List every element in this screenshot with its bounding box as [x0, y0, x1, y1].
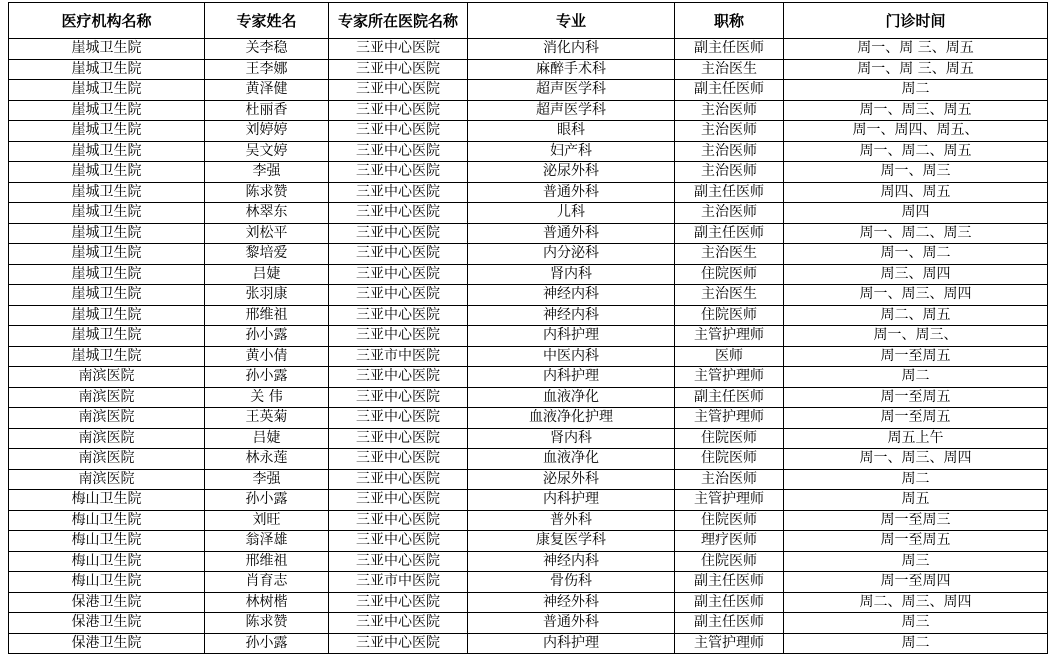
cell-expert-hospital[interactable]: 三亚中心医院 — [329, 100, 468, 121]
table-row — [9, 592, 1048, 613]
cell-title[interactable]: 副主任医师 — [675, 613, 784, 634]
cell-expert-name[interactable]: 李强 — [205, 162, 329, 183]
cell-title[interactable]: 主治医师 — [675, 162, 784, 183]
table-row — [9, 469, 1048, 490]
cell-expert-name[interactable]: 肖育志 — [205, 572, 329, 593]
cell-institution[interactable]: 梅山卫生院 — [9, 572, 205, 593]
cell-expert-hospital[interactable]: 三亚中心医院 — [329, 182, 468, 203]
cell-specialty[interactable]: 消化内科 — [468, 39, 675, 60]
cell-clinic-time[interactable]: 周二 — [784, 469, 1048, 490]
cell-expert-name[interactable]: 林树楷 — [205, 592, 329, 613]
cell-clinic-time[interactable]: 周一至周五 — [784, 408, 1048, 429]
cell-specialty[interactable]: 血液净化 — [468, 387, 675, 408]
cell-specialty[interactable]: 康复医学科 — [468, 531, 675, 552]
cell-specialty[interactable]: 泌尿外科 — [468, 469, 675, 490]
cell-title[interactable]: 主管护理师 — [675, 367, 784, 388]
cell-specialty[interactable]: 超声医学科 — [468, 80, 675, 101]
table-row — [9, 510, 1048, 531]
cell-specialty[interactable]: 内科护理 — [468, 326, 675, 347]
cell-title[interactable]: 主管护理师 — [675, 490, 784, 511]
cell-expert-name[interactable]: 翁泽雄 — [205, 531, 329, 552]
cell-expert-name[interactable]: 王李娜 — [205, 59, 329, 80]
cell-expert-name[interactable]: 吕婕 — [205, 428, 329, 449]
header-title[interactable]: 职称 — [675, 3, 784, 39]
cell-institution[interactable]: 崖城卫生院 — [9, 121, 205, 142]
header-institution[interactable]: 医疗机构名称 — [9, 3, 205, 39]
cell-institution[interactable]: 梅山卫生院 — [9, 551, 205, 572]
cell-expert-name[interactable]: 陈求赞 — [205, 182, 329, 203]
cell-clinic-time[interactable]: 周二 — [784, 80, 1048, 101]
cell-institution[interactable]: 崖城卫生院 — [9, 346, 205, 367]
cell-clinic-time[interactable]: 周一、周 三、周五 — [784, 39, 1048, 60]
cell-expert-hospital[interactable]: 三亚中心医院 — [329, 633, 468, 654]
cell-clinic-time[interactable]: 周四 — [784, 203, 1048, 224]
cell-expert-name[interactable]: 孙小露 — [205, 490, 329, 511]
cell-title[interactable]: 主治医师 — [675, 203, 784, 224]
cell-title[interactable]: 理疗医师 — [675, 531, 784, 552]
header-clinic-time[interactable]: 门诊时间 — [784, 3, 1048, 39]
cell-institution[interactable]: 崖城卫生院 — [9, 244, 205, 265]
cell-institution[interactable]: 南滨医院 — [9, 449, 205, 470]
cell-institution[interactable]: 崖城卫生院 — [9, 305, 205, 326]
cell-expert-hospital[interactable]: 三亚中心医院 — [329, 285, 468, 306]
cell-expert-hospital[interactable]: 三亚中心医院 — [329, 162, 468, 183]
cell-expert-hospital[interactable]: 三亚中心医院 — [329, 408, 468, 429]
cell-expert-hospital[interactable]: 三亚中心医院 — [329, 449, 468, 470]
clinic-schedule-table — [8, 2, 1048, 654]
cell-expert-hospital[interactable]: 三亚市中医院 — [329, 572, 468, 593]
cell-specialty[interactable]: 妇产科 — [468, 141, 675, 162]
cell-title[interactable]: 副主任医师 — [675, 182, 784, 203]
cell-specialty[interactable]: 眼科 — [468, 121, 675, 142]
table-row — [9, 346, 1048, 367]
cell-expert-hospital[interactable]: 三亚中心医院 — [329, 387, 468, 408]
cell-clinic-time[interactable]: 周一、周四、周五、 — [784, 121, 1048, 142]
cell-title[interactable]: 住院医师 — [675, 264, 784, 285]
cell-clinic-time[interactable]: 周一至周五 — [784, 346, 1048, 367]
cell-expert-name[interactable]: 关 伟 — [205, 387, 329, 408]
cell-institution[interactable]: 梅山卫生院 — [9, 510, 205, 531]
table-row — [9, 449, 1048, 470]
table-row — [9, 182, 1048, 203]
cell-clinic-time[interactable]: 周五上午 — [784, 428, 1048, 449]
cell-title[interactable]: 副主任医师 — [675, 223, 784, 244]
cell-title[interactable]: 主治医生 — [675, 244, 784, 265]
table-row — [9, 428, 1048, 449]
cell-institution[interactable]: 崖城卫生院 — [9, 39, 205, 60]
cell-expert-hospital[interactable]: 三亚中心医院 — [329, 490, 468, 511]
cell-specialty[interactable]: 中医内科 — [468, 346, 675, 367]
table-row — [9, 613, 1048, 634]
table-row — [9, 59, 1048, 80]
cell-clinic-time[interactable]: 周一至周五 — [784, 387, 1048, 408]
table-row — [9, 80, 1048, 101]
cell-expert-name[interactable]: 刘旺 — [205, 510, 329, 531]
cell-clinic-time[interactable]: 周五 — [784, 490, 1048, 511]
cell-title[interactable]: 副主任医师 — [675, 572, 784, 593]
cell-clinic-time[interactable]: 周三 — [784, 551, 1048, 572]
cell-specialty[interactable]: 儿科 — [468, 203, 675, 224]
cell-institution[interactable]: 梅山卫生院 — [9, 490, 205, 511]
cell-expert-hospital[interactable]: 三亚中心医院 — [329, 305, 468, 326]
cell-title[interactable]: 住院医师 — [675, 449, 784, 470]
cell-institution[interactable]: 保港卫生院 — [9, 613, 205, 634]
cell-clinic-time[interactable]: 周二 — [784, 633, 1048, 654]
cell-expert-hospital[interactable]: 三亚中心医院 — [329, 39, 468, 60]
cell-expert-hospital[interactable]: 三亚中心医院 — [329, 264, 468, 285]
cell-clinic-time[interactable]: 周一至周四 — [784, 572, 1048, 593]
cell-specialty[interactable]: 普通外科 — [468, 613, 675, 634]
cell-expert-hospital[interactable]: 三亚中心医院 — [329, 469, 468, 490]
header-row — [9, 3, 1048, 39]
cell-expert-hospital[interactable]: 三亚中心医院 — [329, 244, 468, 265]
cell-institution[interactable]: 保港卫生院 — [9, 592, 205, 613]
cell-title[interactable]: 主治医师 — [675, 141, 784, 162]
cell-institution[interactable]: 崖城卫生院 — [9, 203, 205, 224]
cell-title[interactable]: 副主任医师 — [675, 387, 784, 408]
cell-institution[interactable]: 南滨医院 — [9, 469, 205, 490]
cell-title[interactable]: 主治医生 — [675, 59, 784, 80]
table-row — [9, 305, 1048, 326]
cell-specialty[interactable]: 神经外科 — [468, 592, 675, 613]
cell-expert-name[interactable]: 刘松平 — [205, 223, 329, 244]
cell-title[interactable]: 主治医师 — [675, 100, 784, 121]
cell-institution[interactable]: 崖城卫生院 — [9, 59, 205, 80]
cell-expert-name[interactable]: 黄小倩 — [205, 346, 329, 367]
cell-expert-name[interactable]: 刘婷婷 — [205, 121, 329, 142]
cell-specialty[interactable]: 普通外科 — [468, 182, 675, 203]
cell-title[interactable]: 副主任医师 — [675, 80, 784, 101]
cell-title[interactable]: 主治医师 — [675, 121, 784, 142]
cell-title[interactable]: 主管护理师 — [675, 633, 784, 654]
cell-clinic-time[interactable]: 周四、周五 — [784, 182, 1048, 203]
cell-expert-name[interactable]: 林翠东 — [205, 203, 329, 224]
table-body — [9, 39, 1048, 654]
cell-title[interactable]: 副主任医师 — [675, 39, 784, 60]
cell-clinic-time[interactable]: 周三、周四 — [784, 264, 1048, 285]
cell-title[interactable]: 住院医师 — [675, 428, 784, 449]
cell-expert-name[interactable]: 黄泽健 — [205, 80, 329, 101]
cell-clinic-time[interactable]: 周一、周三、周五 — [784, 100, 1048, 121]
cell-institution[interactable]: 南滨医院 — [9, 367, 205, 388]
cell-expert-name[interactable]: 王英菊 — [205, 408, 329, 429]
cell-institution[interactable]: 崖城卫生院 — [9, 264, 205, 285]
table-row — [9, 141, 1048, 162]
cell-title[interactable]: 住院医师 — [675, 510, 784, 531]
table-row — [9, 387, 1048, 408]
cell-expert-hospital[interactable]: 三亚中心医院 — [329, 80, 468, 101]
cell-expert-hospital[interactable]: 三亚市中医院 — [329, 346, 468, 367]
cell-clinic-time[interactable]: 周一、周三、周四 — [784, 449, 1048, 470]
cell-clinic-time[interactable]: 周一、周三、 — [784, 326, 1048, 347]
cell-specialty[interactable]: 普通外科 — [468, 223, 675, 244]
cell-expert-hospital[interactable]: 三亚中心医院 — [329, 551, 468, 572]
cell-specialty[interactable]: 骨伤科 — [468, 572, 675, 593]
cell-expert-name[interactable]: 孙小露 — [205, 633, 329, 654]
cell-specialty[interactable]: 泌尿外科 — [468, 162, 675, 183]
cell-specialty[interactable]: 普外科 — [468, 510, 675, 531]
cell-specialty[interactable]: 内科护理 — [468, 633, 675, 654]
cell-expert-name[interactable]: 李强 — [205, 469, 329, 490]
cell-title[interactable]: 主治医生 — [675, 285, 784, 306]
cell-expert-hospital[interactable]: 三亚中心医院 — [329, 223, 468, 244]
cell-expert-hospital[interactable]: 三亚中心医院 — [329, 510, 468, 531]
cell-title[interactable]: 主管护理师 — [675, 326, 784, 347]
cell-expert-hospital[interactable]: 三亚中心医院 — [329, 367, 468, 388]
cell-expert-name[interactable]: 关李稳 — [205, 39, 329, 60]
cell-expert-name[interactable]: 吴文婷 — [205, 141, 329, 162]
table-row — [9, 572, 1048, 593]
cell-institution[interactable]: 南滨医院 — [9, 387, 205, 408]
cell-clinic-time[interactable]: 周二、周三、周四 — [784, 592, 1048, 613]
cell-institution[interactable]: 南滨医院 — [9, 428, 205, 449]
cell-clinic-time[interactable]: 周一、周二、周三 — [784, 223, 1048, 244]
table-row — [9, 531, 1048, 552]
table-row — [9, 223, 1048, 244]
cell-clinic-time[interactable]: 周一至周五 — [784, 531, 1048, 552]
cell-expert-name[interactable]: 黎培爱 — [205, 244, 329, 265]
cell-title[interactable]: 住院医师 — [675, 551, 784, 572]
cell-institution[interactable]: 崖城卫生院 — [9, 285, 205, 306]
cell-title[interactable]: 医师 — [675, 346, 784, 367]
cell-title[interactable]: 副主任医师 — [675, 592, 784, 613]
cell-expert-name[interactable]: 邢维祖 — [205, 305, 329, 326]
table-row — [9, 633, 1048, 654]
cell-institution[interactable]: 崖城卫生院 — [9, 162, 205, 183]
cell-clinic-time[interactable]: 周二、周五 — [784, 305, 1048, 326]
cell-specialty[interactable]: 血液净化 — [468, 449, 675, 470]
cell-expert-hospital[interactable]: 三亚中心医院 — [329, 613, 468, 634]
cell-clinic-time[interactable]: 周三 — [784, 613, 1048, 634]
cell-expert-name[interactable]: 林永莲 — [205, 449, 329, 470]
table-row — [9, 408, 1048, 429]
cell-expert-name[interactable]: 陈求赞 — [205, 613, 329, 634]
cell-institution[interactable]: 保港卫生院 — [9, 633, 205, 654]
cell-specialty[interactable]: 血液净化护理 — [468, 408, 675, 429]
cell-expert-name[interactable]: 孙小露 — [205, 367, 329, 388]
table-row — [9, 490, 1048, 511]
table-row — [9, 367, 1048, 388]
cell-expert-hospital[interactable]: 三亚中心医院 — [329, 141, 468, 162]
table-row — [9, 244, 1048, 265]
cell-clinic-time[interactable]: 周一、周 三、周五 — [784, 59, 1048, 80]
cell-expert-hospital[interactable]: 三亚中心医院 — [329, 59, 468, 80]
cell-title[interactable]: 主管护理师 — [675, 408, 784, 429]
cell-title[interactable]: 主治医师 — [675, 469, 784, 490]
table-row — [9, 39, 1048, 60]
table-row — [9, 551, 1048, 572]
table-row — [9, 326, 1048, 347]
header-specialty[interactable]: 专业 — [468, 3, 675, 39]
cell-specialty[interactable]: 神经内科 — [468, 551, 675, 572]
cell-institution[interactable]: 崖城卫生院 — [9, 223, 205, 244]
cell-expert-hospital[interactable]: 三亚中心医院 — [329, 428, 468, 449]
cell-expert-hospital[interactable]: 三亚中心医院 — [329, 121, 468, 142]
cell-specialty[interactable]: 超声医学科 — [468, 100, 675, 121]
cell-specialty[interactable]: 肾内科 — [468, 428, 675, 449]
cell-institution[interactable]: 南滨医院 — [9, 408, 205, 429]
cell-title[interactable]: 住院医师 — [675, 305, 784, 326]
cell-clinic-time[interactable]: 周一、周三 — [784, 162, 1048, 183]
header-expert-name[interactable]: 专家姓名 — [205, 3, 329, 39]
table-row — [9, 203, 1048, 224]
cell-clinic-time[interactable]: 周二 — [784, 367, 1048, 388]
cell-specialty[interactable]: 麻醉手术科 — [468, 59, 675, 80]
cell-clinic-time[interactable]: 周一、周三、周四 — [784, 285, 1048, 306]
cell-specialty[interactable]: 内分泌科 — [468, 244, 675, 265]
cell-expert-hospital[interactable]: 三亚中心医院 — [329, 203, 468, 224]
cell-clinic-time[interactable]: 周一至周三 — [784, 510, 1048, 531]
cell-expert-name[interactable]: 孙小露 — [205, 326, 329, 347]
cell-specialty[interactable]: 内科护理 — [468, 490, 675, 511]
table-row — [9, 264, 1048, 285]
cell-expert-hospital[interactable]: 三亚中心医院 — [329, 531, 468, 552]
cell-institution[interactable]: 梅山卫生院 — [9, 531, 205, 552]
cell-institution[interactable]: 崖城卫生院 — [9, 80, 205, 101]
cell-institution[interactable]: 崖城卫生院 — [9, 141, 205, 162]
cell-institution[interactable]: 崖城卫生院 — [9, 100, 205, 121]
table-row — [9, 162, 1048, 183]
cell-institution[interactable]: 崖城卫生院 — [9, 326, 205, 347]
cell-institution[interactable]: 崖城卫生院 — [9, 182, 205, 203]
cell-clinic-time[interactable]: 周一、周二、周五 — [784, 141, 1048, 162]
cell-expert-name[interactable]: 杜丽香 — [205, 100, 329, 121]
table-row — [9, 100, 1048, 121]
cell-expert-name[interactable]: 张羽康 — [205, 285, 329, 306]
cell-expert-name[interactable]: 邢维祖 — [205, 551, 329, 572]
cell-specialty[interactable]: 神经内科 — [468, 305, 675, 326]
cell-expert-hospital[interactable]: 三亚中心医院 — [329, 592, 468, 613]
table-row — [9, 285, 1048, 306]
table-row — [9, 121, 1048, 142]
cell-specialty[interactable]: 肾内科 — [468, 264, 675, 285]
cell-expert-hospital[interactable]: 三亚中心医院 — [329, 326, 468, 347]
cell-expert-name[interactable]: 吕婕 — [205, 264, 329, 285]
header-expert-hospital[interactable]: 专家所在医院名称 — [329, 3, 468, 39]
cell-specialty[interactable]: 内科护理 — [468, 367, 675, 388]
cell-specialty[interactable]: 神经内科 — [468, 285, 675, 306]
cell-clinic-time[interactable]: 周一、周二 — [784, 244, 1048, 265]
